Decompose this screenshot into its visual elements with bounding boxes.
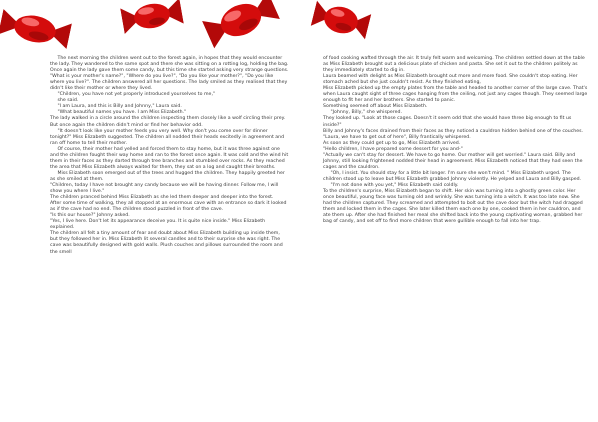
paragraph: The children all felt a tiny amount of fear and doubt about Miss Elizabeth building up inside them, but they followed her in. Miss Elizabeth lit several candles and to their surprise she was right. The cave was beautifully designed with gold walls. Plush couches and pillows surrounded the room and the smell	[50, 231, 285, 255]
paragraph: The lady walked in a circle around the children inspecting them closely like a wolf circling their prey. But once again the children didn't mind or find her behavior odd.	[50, 116, 287, 128]
paragraph: "Hello children, I have prepared some dessert for you and-"	[323, 146, 463, 152]
paragraph: "Laura, we have to get out of here", Billy frantically whispered.	[323, 134, 471, 140]
paragraph: "I'm not done with you yet," Miss Elizabeth said coldly.	[323, 182, 459, 188]
paragraph: "Yes, I live here. Don't let its appearance deceive you. It is quite nice inside." Miss Elizabeth explained.	[50, 219, 267, 231]
paragraph: The next morning the children went out to the forest again, in hopes that they would encounter the lady. They wandered to the same spot and there she was sitting on a rotting log, holding the bag. Once again the lady gave them some candy, but this time she started asking very strange questions. "What is your mother's name?", "Where do you live?", "Do you like your mother?", "Do you like where you live?". The children answered all her questions. The lady smiled as they realised that they didn't like their mother or where they lived.	[50, 56, 290, 92]
paragraph: Miss Elizabeth soon emerged out of the trees and hugged the children. They happily greeted her as she smiled at them.	[50, 170, 287, 182]
paragraph: "Children, you have not yet properly introduced yourselves to me,"	[50, 92, 216, 98]
paragraph: To the children's surprise, Miss Elizabeth began to shift. Her skin was turning into a ghostly green color. Her once beautiful, young face was turning old and wrinkly. She was turning into a witch. It was too late now. She had the children captured. They screamed and attempted to bolt out the cave door but the witch had dragged them and locked them in the cages. She later killed them each one by one, cooked them in her cauldron, and ate them up. After she had finished her meal she shifted back into the young captivating woman, grabbed her bag of candy, and set off to find more children that were gullible enough to fall into her trap.	[323, 189, 585, 225]
paragraph: "Oh, I insist. You should stay for a little bit longer. I'm sure she won't mind. " Miss Elizabeth urged. The children stood up to leave but Miss Elizabeth grabbed Johnny violently. He yelped and Laura and Billy gasped.	[323, 170, 582, 182]
paragraph: Miss Elizabeth picked up the empty plates from the table and headed to another corner of the large cave. That's when Laura caught sight of three cages hanging from the ceiling, not just any cages though. They seemed large enough to fit her and her brothers. She started to panic.	[323, 86, 589, 104]
paragraph: "Johnny, Billy," she whispered.	[323, 110, 402, 116]
paragraph: As soon as they could get up to go, Miss Elizabeth arrived.	[323, 140, 461, 146]
paragraph: "Children, today I have not brought any candy because we will be having dinner. Follow me, I will show you where I live."	[50, 182, 280, 195]
right-page	[299, 0, 598, 422]
paragraph: she said.	[50, 98, 79, 104]
paragraph: "What beautiful names you have. I am Miss Elizabeth."	[50, 110, 187, 116]
paragraph: They looked up. "Look at those cages. Doesn't it seem odd that she would have three big enough to fit us inside?"	[323, 116, 573, 128]
paragraph: Billy and Johnny's faces drained from their faces as they noticed a cauldron hidden behind one of the couches.	[323, 128, 584, 134]
paragraph: Laura beamed with delight as Miss Elizabeth brought out more and more food. She couldn't stop eating. Her stomach ached but she just couldn't resist. As they finished eating,	[323, 74, 580, 86]
paragraph: The children pranced behind Miss Elizabeth as she led them deeper and deeper into the forest.	[50, 195, 274, 201]
paragraph: "Is this our house?" Johnny asked.	[50, 213, 130, 219]
paragraph: "Actually we can't stay for dessert. We have to go home. Our mother will get worried." Laura said. Billy and Johnny, still looking frightened nodded their head in agreement. Miss Elizabeth noticed that they had seen the cages and the cauldron.	[323, 152, 584, 170]
paragraph: of food cooking wafted through the air. It truly felt warm and welcoming. The children settled down at the table as Miss Elizabeth brought out a delicious plate of chicken and pasta. She set it out to the children politely as they immediately started to dig in.	[323, 56, 587, 74]
paragraph: "I am Laura, and this is Billy and Johnny," Laura said.	[50, 104, 182, 110]
paragraph: Of course, their mother had yelled and forced them to stay home, but it was three against one and the children fought their way home and ran to the forest once again. It was cold and the wind hit them in their faces as they darted through tree branches and stumbled over rocks. As they reached the area that Miss Elizabeth always waited for them, they sat on a log and caught their breaths.	[50, 146, 290, 170]
paragraph: After some time of walking, they all stopped at an enormous cave with an entrance so dark it looked as if the cave had no end. The children stood puzzled in front of the cave.	[50, 201, 288, 213]
paragraph: Something seemed off about Miss Elizabeth.	[323, 104, 428, 110]
paragraph: "It doesn't look like your mother feeds you very well. Why don't you come over for dinner tonight?" Miss Elizabeth suggested. The children all nodded their heads excitedly in agreement and ran off home to tell their mother.	[50, 128, 286, 146]
